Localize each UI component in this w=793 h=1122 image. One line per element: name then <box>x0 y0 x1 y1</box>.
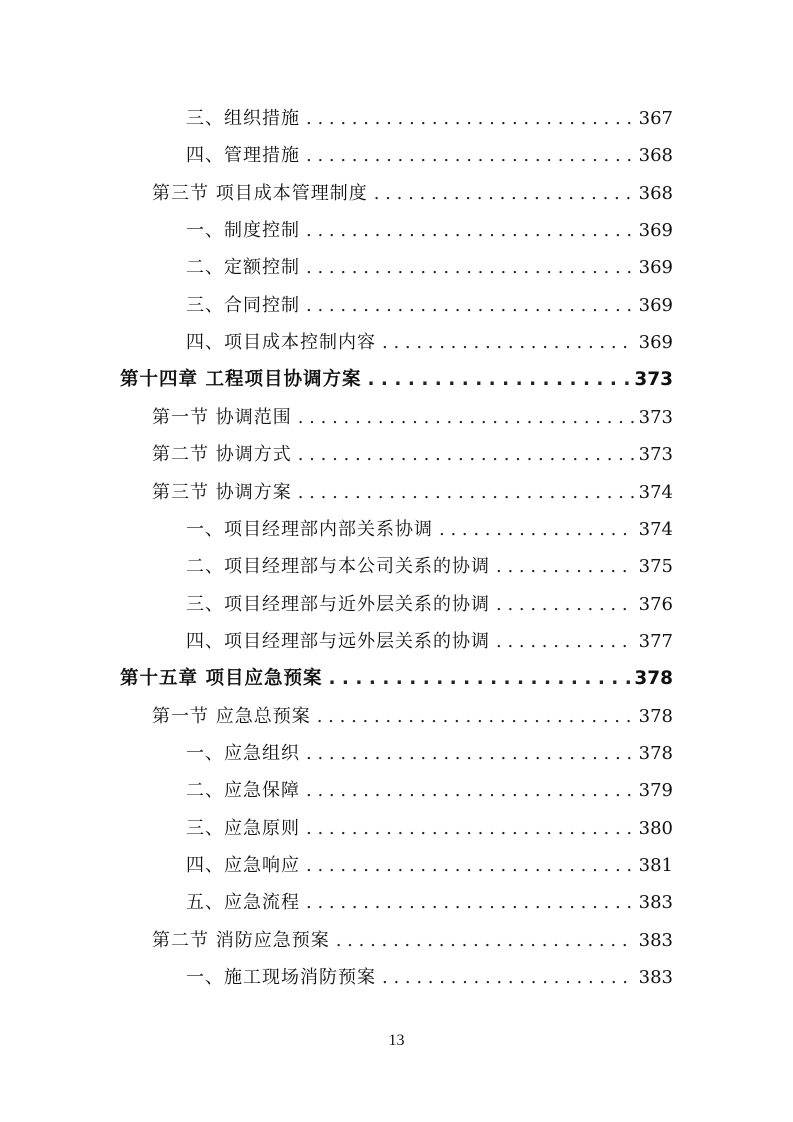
toc-entry[interactable] <box>186 212 673 249</box>
toc-entry-page: 378 <box>634 668 673 690</box>
dot-leader <box>336 922 635 959</box>
toc-entry[interactable] <box>152 474 673 511</box>
toc-entry-page: 373 <box>638 444 673 466</box>
toc-entry-title: 三、应急原则 <box>186 817 300 839</box>
dot-leader <box>374 175 635 212</box>
toc-entry-title: 第十四章 工程项目协调方案 <box>120 369 362 391</box>
dot-leader <box>298 474 635 511</box>
dot-leader <box>306 212 635 249</box>
toc-entry-title: 三、项目经理部与近外层关系的协调 <box>186 593 490 615</box>
toc-entry-title: 第二节 协调方式 <box>152 444 292 466</box>
toc-entry[interactable] <box>152 175 673 212</box>
toc-entry-page: 373 <box>638 406 673 428</box>
toc-entry-title: 一、应急组织 <box>186 742 300 764</box>
toc-entry-page: 383 <box>638 967 673 989</box>
dot-leader <box>382 959 635 996</box>
dot-leader <box>306 287 635 324</box>
toc-entry-page: 367 <box>638 108 673 129</box>
toc-entry-page: 376 <box>638 593 673 615</box>
toc-entry[interactable] <box>186 511 673 548</box>
toc-entry[interactable] <box>120 361 673 398</box>
toc-entry-title: 四、管理措施 <box>186 145 300 167</box>
toc-entry-page: 368 <box>638 182 673 204</box>
page-number: 13 <box>388 1032 405 1049</box>
toc-entry-title: 第二节 消防应急预案 <box>152 929 330 951</box>
toc-entry-page: 374 <box>638 518 673 540</box>
toc-entry-page: 380 <box>638 817 673 839</box>
toc-entry-page: 381 <box>638 855 673 876</box>
toc-entry-page: 377 <box>638 630 673 652</box>
dot-leader <box>306 249 635 286</box>
toc-entry-title: 四、项目成本控制内容 <box>186 332 376 354</box>
toc-entry-page: 374 <box>638 481 673 503</box>
dot-leader <box>496 623 635 660</box>
toc-entry-page: 379 <box>638 780 673 802</box>
toc-entry-page: 383 <box>638 892 673 914</box>
toc-entry[interactable] <box>186 810 673 847</box>
toc-entry-title: 四、项目经理部与远外层关系的协调 <box>186 630 490 652</box>
dot-leader <box>496 548 635 585</box>
toc-entry-title: 三、组织措施 <box>186 108 300 129</box>
toc-entry-title: 第一节 协调范围 <box>152 406 292 428</box>
dot-leader <box>367 361 630 398</box>
toc-entry-page: 369 <box>638 257 673 279</box>
dot-leader <box>328 660 630 697</box>
toc-entry[interactable] <box>152 922 673 959</box>
dot-leader <box>298 399 635 436</box>
toc-entry-page: 378 <box>638 705 673 727</box>
toc-entry[interactable] <box>152 698 673 735</box>
toc-entry-page: 373 <box>634 369 673 391</box>
dot-leader <box>306 137 635 174</box>
toc-entry-title: 五、应急流程 <box>186 892 300 914</box>
toc-entry[interactable] <box>186 548 673 585</box>
toc-entry[interactable] <box>186 100 673 137</box>
toc-entry[interactable] <box>186 249 673 286</box>
toc-entry-title: 三、合同控制 <box>186 294 300 316</box>
toc-entry-title: 第十五章 项目应急预案 <box>120 668 323 690</box>
toc-entry-page: 369 <box>638 332 673 354</box>
toc-entry[interactable] <box>186 735 673 772</box>
toc-entry[interactable] <box>186 884 673 921</box>
toc-entry[interactable] <box>186 772 673 809</box>
toc-entry[interactable] <box>186 287 673 324</box>
toc-entry-title: 一、项目经理部内部关系协调 <box>186 518 433 540</box>
toc-entry-title: 第一节 应急总预案 <box>152 705 311 727</box>
toc-entry-title: 一、制度控制 <box>186 220 300 242</box>
toc-entry[interactable] <box>152 436 673 473</box>
toc-entry[interactable] <box>186 847 673 884</box>
toc-entry-title: 二、应急保障 <box>186 780 300 802</box>
toc-entry-title: 二、项目经理部与本公司关系的协调 <box>186 556 490 578</box>
dot-leader <box>382 324 635 361</box>
dot-leader <box>306 735 635 772</box>
toc-entry[interactable] <box>186 586 673 623</box>
toc-entry-title: 第三节 协调方案 <box>152 481 292 503</box>
toc-entry-page: 369 <box>638 294 673 316</box>
toc-entry-title: 二、定额控制 <box>186 257 300 279</box>
toc-entry[interactable] <box>120 660 673 697</box>
dot-leader <box>306 810 635 847</box>
toc-entry[interactable] <box>186 137 673 174</box>
dot-leader <box>306 884 635 921</box>
toc-entry-title: 一、施工现场消防预案 <box>186 967 376 989</box>
toc-entry-title: 第三节 项目成本管理制度 <box>152 182 368 204</box>
toc-entry-title: 四、应急响应 <box>186 855 300 876</box>
dot-leader <box>306 100 635 137</box>
dot-leader <box>306 847 635 884</box>
toc-entry[interactable] <box>186 623 673 660</box>
toc-entry-page: 375 <box>638 556 673 578</box>
dot-leader <box>439 511 635 548</box>
dot-leader <box>298 436 635 473</box>
dot-leader <box>306 772 635 809</box>
dot-leader <box>496 586 635 623</box>
toc-entry-page: 383 <box>638 929 673 951</box>
toc-entry-page: 369 <box>638 220 673 242</box>
toc-entry[interactable] <box>186 324 673 361</box>
toc-entry[interactable] <box>186 959 673 996</box>
toc-entry-page: 378 <box>638 742 673 764</box>
toc-entry-page: 368 <box>638 145 673 167</box>
toc-entry[interactable] <box>152 399 673 436</box>
dot-leader <box>317 698 635 735</box>
